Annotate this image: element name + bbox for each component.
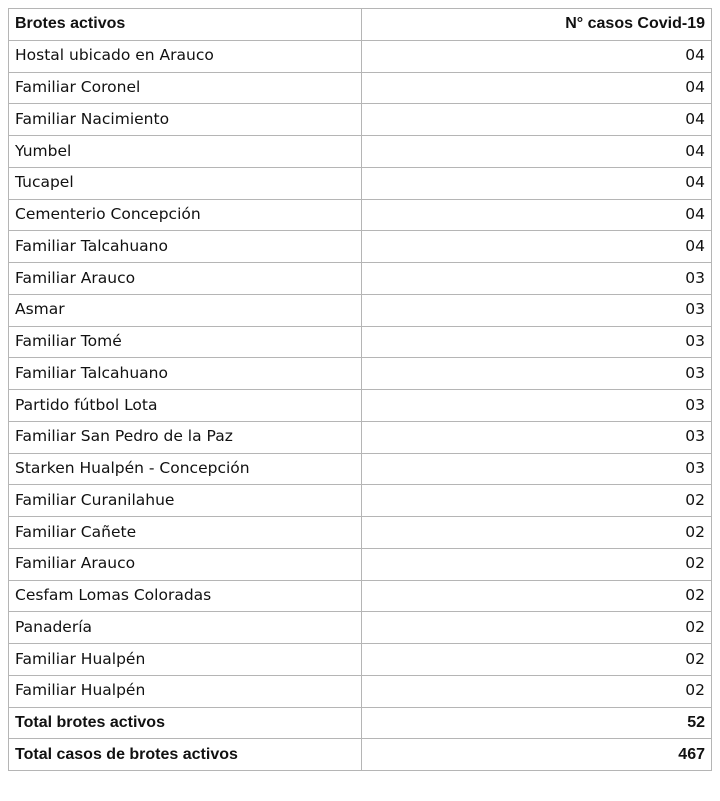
outbreak-name-cell: Familiar Nacimiento xyxy=(9,104,362,136)
case-count-cell: 02 xyxy=(362,675,712,707)
outbreak-name-cell: Familiar Hualpén xyxy=(9,644,362,676)
case-count-cell: 03 xyxy=(362,294,712,326)
case-count-cell: 03 xyxy=(362,263,712,295)
case-count-cell: 02 xyxy=(362,517,712,549)
outbreak-name-cell: Tucapel xyxy=(9,167,362,199)
outbreaks-table xyxy=(8,8,712,771)
table-row xyxy=(9,167,712,199)
case-count-cell: 04 xyxy=(362,72,712,104)
outbreaks-table-body xyxy=(9,9,712,771)
outbreak-name-cell: Familiar Arauco xyxy=(9,548,362,580)
outbreak-name-cell: Cesfam Lomas Coloradas xyxy=(9,580,362,612)
table-row xyxy=(9,199,712,231)
table-row xyxy=(9,421,712,453)
case-count-cell: 03 xyxy=(362,421,712,453)
outbreak-name-cell: Hostal ubicado en Arauco xyxy=(9,40,362,72)
case-count-cell: 02 xyxy=(362,485,712,517)
case-count-cell: 04 xyxy=(362,231,712,263)
table-row xyxy=(9,612,712,644)
table-row xyxy=(9,675,712,707)
case-count-cell: 02 xyxy=(362,580,712,612)
case-count-cell: 02 xyxy=(362,612,712,644)
table-row xyxy=(9,231,712,263)
outbreak-name-cell: Familiar Tomé xyxy=(9,326,362,358)
table-row xyxy=(9,644,712,676)
total-row xyxy=(9,707,712,739)
case-count-cell: 03 xyxy=(362,453,712,485)
case-count-cell: 52 xyxy=(362,707,712,739)
outbreak-name-cell: Familiar Talcahuano xyxy=(9,231,362,263)
table-row xyxy=(9,548,712,580)
table-row xyxy=(9,263,712,295)
table-row xyxy=(9,104,712,136)
outbreak-name-cell: Starken Hualpén - Concepción xyxy=(9,453,362,485)
outbreak-name-cell: Total brotes activos xyxy=(9,707,362,739)
table-row xyxy=(9,390,712,422)
table-row xyxy=(9,326,712,358)
outbreak-name-cell: Cementerio Concepción xyxy=(9,199,362,231)
case-count-cell: 03 xyxy=(362,390,712,422)
outbreak-name-cell: Panadería xyxy=(9,612,362,644)
table-row xyxy=(9,517,712,549)
table-header-row xyxy=(9,9,712,41)
case-count-cell: 03 xyxy=(362,326,712,358)
table-row xyxy=(9,40,712,72)
outbreak-name-cell: Partido fútbol Lota xyxy=(9,390,362,422)
outbreak-name-cell: Familiar Curanilahue xyxy=(9,485,362,517)
case-count-cell: 02 xyxy=(362,644,712,676)
case-count-cell: 04 xyxy=(362,199,712,231)
header-outbreaks: Brotes activos xyxy=(9,9,362,41)
table-row xyxy=(9,453,712,485)
case-count-cell: 467 xyxy=(362,739,712,771)
outbreak-name-cell: Familiar Hualpén xyxy=(9,675,362,707)
case-count-cell: 02 xyxy=(362,548,712,580)
case-count-cell: 04 xyxy=(362,136,712,168)
outbreak-name-cell: Familiar Cañete xyxy=(9,517,362,549)
total-row xyxy=(9,739,712,771)
case-count-cell: 04 xyxy=(362,167,712,199)
table-row xyxy=(9,358,712,390)
outbreak-name-cell: Total casos de brotes activos xyxy=(9,739,362,771)
case-count-cell: 04 xyxy=(362,40,712,72)
outbreak-name-cell: Familiar San Pedro de la Paz xyxy=(9,421,362,453)
case-count-cell: 04 xyxy=(362,104,712,136)
table-row xyxy=(9,72,712,104)
outbreak-name-cell: Familiar Coronel xyxy=(9,72,362,104)
table-row xyxy=(9,294,712,326)
outbreak-name-cell: Asmar xyxy=(9,294,362,326)
outbreak-name-cell: Familiar Talcahuano xyxy=(9,358,362,390)
table-row xyxy=(9,485,712,517)
table-row xyxy=(9,580,712,612)
outbreak-name-cell: Yumbel xyxy=(9,136,362,168)
header-covid-cases: N° casos Covid-19 xyxy=(362,9,712,41)
table-row xyxy=(9,136,712,168)
outbreak-name-cell: Familiar Arauco xyxy=(9,263,362,295)
case-count-cell: 03 xyxy=(362,358,712,390)
